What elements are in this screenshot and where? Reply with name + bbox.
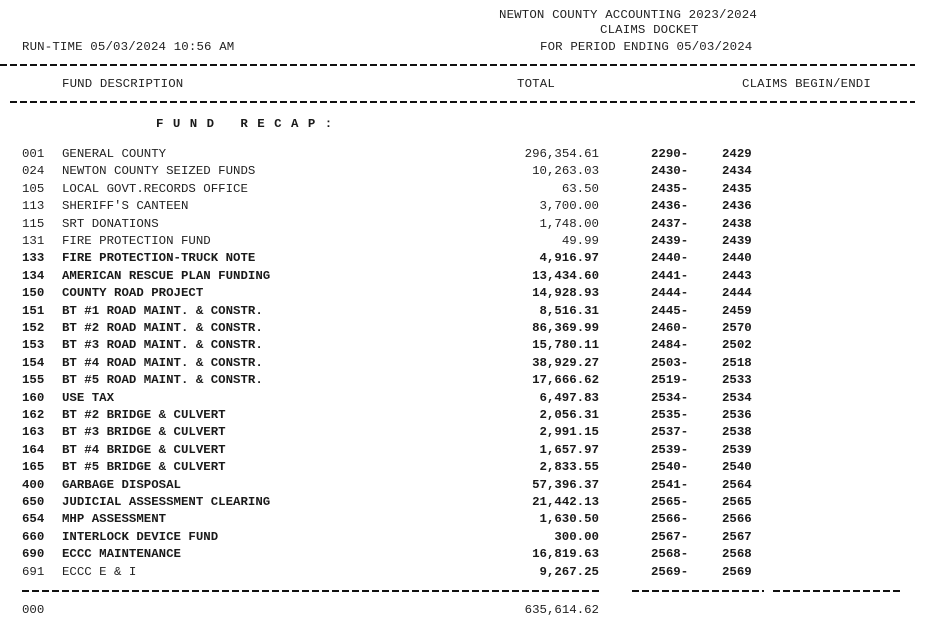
table-row — [0, 217, 939, 234]
fund-code: 162 — [22, 408, 45, 422]
claims-end: 2502 — [722, 338, 752, 353]
fund-code: 691 — [22, 564, 45, 579]
claims-begin: 2565- — [651, 495, 689, 509]
fund-total: 1,657.97 — [539, 442, 599, 457]
fund-total: 9,267.25 — [539, 564, 599, 579]
table-row — [0, 199, 939, 216]
claims-end: 2536 — [722, 408, 752, 422]
fund-description: JUDICIAL ASSESSMENT CLEARING — [62, 495, 271, 509]
claims-begin: 2430- — [651, 164, 689, 179]
fund-description: SHERIFF'S CANTEEN — [62, 199, 189, 214]
fund-code: 154 — [22, 355, 45, 370]
fund-code: 133 — [22, 251, 45, 266]
divider-line — [10, 101, 915, 103]
grand-total-row — [0, 603, 939, 620]
fund-description: BT #3 ROAD MAINT. & CONSTR. — [62, 338, 263, 353]
claims-begin: 2567- — [651, 529, 689, 544]
fund-description: AMERICAN RESCUE PLAN FUNDING — [62, 268, 271, 283]
fund-description: BT #3 BRIDGE & CULVERT — [62, 425, 226, 440]
claims-end: 2568 — [722, 547, 752, 562]
claims-begin: 2439- — [651, 234, 689, 248]
fund-description: GENERAL COUNTY — [62, 147, 167, 161]
table-row — [0, 338, 939, 355]
table-row — [0, 321, 939, 338]
table-row — [0, 251, 939, 268]
claims-end: 2569 — [722, 564, 752, 579]
fund-description: GARBAGE DISPOSAL — [62, 477, 181, 492]
fund-description: COUNTY ROAD PROJECT — [62, 286, 204, 301]
column-header-description: FUND DESCRIPTION — [62, 77, 184, 91]
table-row — [0, 443, 939, 460]
claims-begin: 2444- — [651, 286, 689, 301]
fund-code: 134 — [22, 268, 45, 283]
fund-code: 650 — [22, 495, 45, 509]
claims-begin: 2540- — [651, 460, 689, 475]
fund-code: 150 — [22, 286, 45, 301]
claims-end: 2570 — [722, 321, 752, 335]
table-row — [0, 356, 939, 373]
claims-end: 2436 — [722, 199, 752, 214]
fund-total: 17,666.62 — [532, 373, 599, 388]
fund-code: 654 — [22, 512, 45, 527]
claims-begin: 2440- — [651, 251, 689, 266]
fund-description: BT #5 ROAD MAINT. & CONSTR. — [62, 373, 263, 388]
claims-begin: 2445- — [651, 303, 689, 318]
claims-end: 2518 — [722, 355, 752, 370]
claims-end: 2444 — [722, 286, 752, 301]
claims-begin: 2460- — [651, 321, 689, 335]
claims-begin: 2436- — [651, 199, 689, 214]
fund-total: 2,056.31 — [539, 408, 599, 422]
fund-description: BT #1 ROAD MAINT. & CONSTR. — [62, 303, 263, 318]
fund-code: 151 — [22, 303, 45, 318]
table-row — [0, 269, 939, 286]
fund-total: 86,369.99 — [532, 321, 599, 335]
fund-code: 400 — [22, 477, 45, 492]
fund-total: 21,442.13 — [532, 495, 599, 509]
fund-code: 113 — [22, 199, 45, 214]
fund-total: 63.50 — [561, 181, 599, 196]
claims-end: 2438 — [722, 216, 752, 231]
claims-begin: 2534- — [651, 390, 689, 405]
fund-total: 13,434.60 — [532, 268, 599, 283]
fund-total: 6,497.83 — [539, 390, 599, 405]
fund-code: 105 — [22, 181, 45, 196]
claims-end: 2434 — [722, 164, 752, 179]
claims-end: 2566 — [722, 512, 752, 527]
fund-total: 300.00 — [554, 529, 599, 544]
total-divider-line — [22, 590, 601, 592]
table-row — [0, 286, 939, 303]
fund-code: 164 — [22, 442, 45, 457]
fund-total: 1,630.50 — [539, 512, 599, 527]
fund-total: 14,928.93 — [532, 286, 599, 301]
fund-code: 163 — [22, 425, 45, 440]
claims-end: 2459 — [722, 303, 752, 318]
fund-description: NEWTON COUNTY SEIZED FUNDS — [62, 164, 256, 179]
claims-begin: 2519- — [651, 373, 689, 388]
fund-total: 10,263.03 — [532, 164, 599, 179]
claims-end: 2540 — [722, 460, 752, 475]
claims-end: 2564 — [722, 477, 752, 492]
fund-code: 131 — [22, 234, 45, 248]
run-time: RUN-TIME 05/03/2024 10:56 AM — [22, 40, 235, 54]
fund-description: MHP ASSESSMENT — [62, 512, 167, 527]
fund-description: LOCAL GOVT.RECORDS OFFICE — [62, 181, 248, 196]
table-row — [0, 495, 939, 512]
claims-end: 2533 — [722, 373, 752, 388]
claims-begin: 2435- — [651, 181, 689, 196]
table-row — [0, 460, 939, 477]
fund-code: 690 — [22, 547, 45, 562]
claims-end: 2534 — [722, 390, 752, 405]
fund-code: 152 — [22, 321, 45, 335]
fund-total: 1,748.00 — [539, 216, 599, 231]
fund-description: INTERLOCK DEVICE FUND — [62, 529, 219, 544]
fund-total: 15,780.11 — [532, 338, 599, 353]
fund-description: BT #2 BRIDGE & CULVERT — [62, 408, 226, 422]
claims-begin: 2541- — [651, 477, 689, 492]
claims-begin: 2503- — [651, 355, 689, 370]
claims-begin: 2566- — [651, 512, 689, 527]
claims-begin: 2539- — [651, 442, 689, 457]
table-row — [0, 164, 939, 181]
table-row — [0, 425, 939, 442]
fund-total: 8,516.31 — [539, 303, 599, 318]
total-divider-line — [773, 590, 903, 592]
table-row — [0, 478, 939, 495]
claims-begin: 2537- — [651, 425, 689, 440]
fund-total: 2,833.55 — [539, 460, 599, 475]
table-row — [0, 547, 939, 564]
table-row — [0, 512, 939, 529]
claims-end: 2538 — [722, 425, 752, 440]
table-row — [0, 373, 939, 390]
divider-line — [0, 64, 915, 66]
fund-description: BT #5 BRIDGE & CULVERT — [62, 460, 226, 475]
fund-total: 16,819.63 — [532, 547, 599, 562]
fund-total: 38,929.27 — [532, 355, 599, 370]
claims-end: 2539 — [722, 442, 752, 457]
fund-code: 660 — [22, 529, 45, 544]
column-header-claims: CLAIMS BEGIN/ENDI — [742, 77, 871, 91]
fund-code: 155 — [22, 373, 45, 388]
fund-description: ECCC MAINTENANCE — [62, 547, 181, 562]
fund-total: 49.99 — [561, 234, 599, 248]
claims-end: 2435 — [722, 181, 752, 196]
fund-code: 160 — [22, 390, 45, 405]
table-row — [0, 147, 939, 164]
fund-code: 165 — [22, 460, 45, 475]
fund-description: FIRE PROTECTION-TRUCK NOTE — [62, 251, 256, 266]
table-row — [0, 234, 939, 251]
claims-begin: 2441- — [651, 268, 689, 283]
claims-end: 2567 — [722, 529, 752, 544]
table-row — [0, 304, 939, 321]
table-row — [0, 530, 939, 547]
fund-total: 2,991.15 — [539, 425, 599, 440]
report-subtitle: CLAIMS DOCKET — [600, 23, 699, 37]
fund-code: 024 — [22, 164, 45, 179]
fund-description: USE TAX — [62, 390, 115, 405]
claims-begin: 2569- — [651, 564, 689, 579]
claims-begin: 2535- — [651, 408, 689, 422]
claims-begin: 2484- — [651, 338, 689, 353]
fund-total: 4,916.97 — [539, 251, 599, 266]
fund-description: ECCC E & I — [62, 564, 137, 579]
fund-code: 001 — [22, 147, 45, 161]
claims-begin: 2437- — [651, 216, 689, 231]
claims-begin: 2568- — [651, 547, 689, 562]
claims-begin: 2290- — [651, 147, 689, 161]
fund-total: 296,354.61 — [524, 147, 599, 161]
table-row — [0, 408, 939, 425]
table-row — [0, 565, 939, 582]
fund-description: BT #4 ROAD MAINT. & CONSTR. — [62, 355, 263, 370]
report-title: NEWTON COUNTY ACCOUNTING 2023/2024 — [499, 8, 757, 22]
grand-total-amount: 635,614.62 — [524, 603, 599, 617]
claims-end: 2439 — [722, 234, 752, 248]
fund-description: BT #4 BRIDGE & CULVERT — [62, 442, 226, 457]
fund-description: SRT DONATIONS — [62, 216, 159, 231]
total-divider-line — [632, 590, 764, 592]
period-ending: FOR PERIOD ENDING 05/03/2024 — [540, 40, 753, 54]
fund-total: 3,700.00 — [539, 199, 599, 214]
grand-total-code: 000 — [22, 603, 45, 617]
fund-code: 153 — [22, 338, 45, 353]
column-header-total: TOTAL — [517, 77, 555, 91]
claims-end: 2429 — [722, 147, 752, 161]
claims-end: 2440 — [722, 251, 752, 266]
section-title-fund-recap: F U N D R E C A P : — [156, 117, 334, 131]
table-row — [0, 391, 939, 408]
fund-total: 57,396.37 — [532, 477, 599, 492]
claims-end: 2565 — [722, 495, 752, 509]
table-row — [0, 182, 939, 199]
fund-description: FIRE PROTECTION FUND — [62, 234, 211, 248]
fund-description: BT #2 ROAD MAINT. & CONSTR. — [62, 321, 263, 335]
fund-code: 115 — [22, 216, 45, 231]
claims-end: 2443 — [722, 268, 752, 283]
